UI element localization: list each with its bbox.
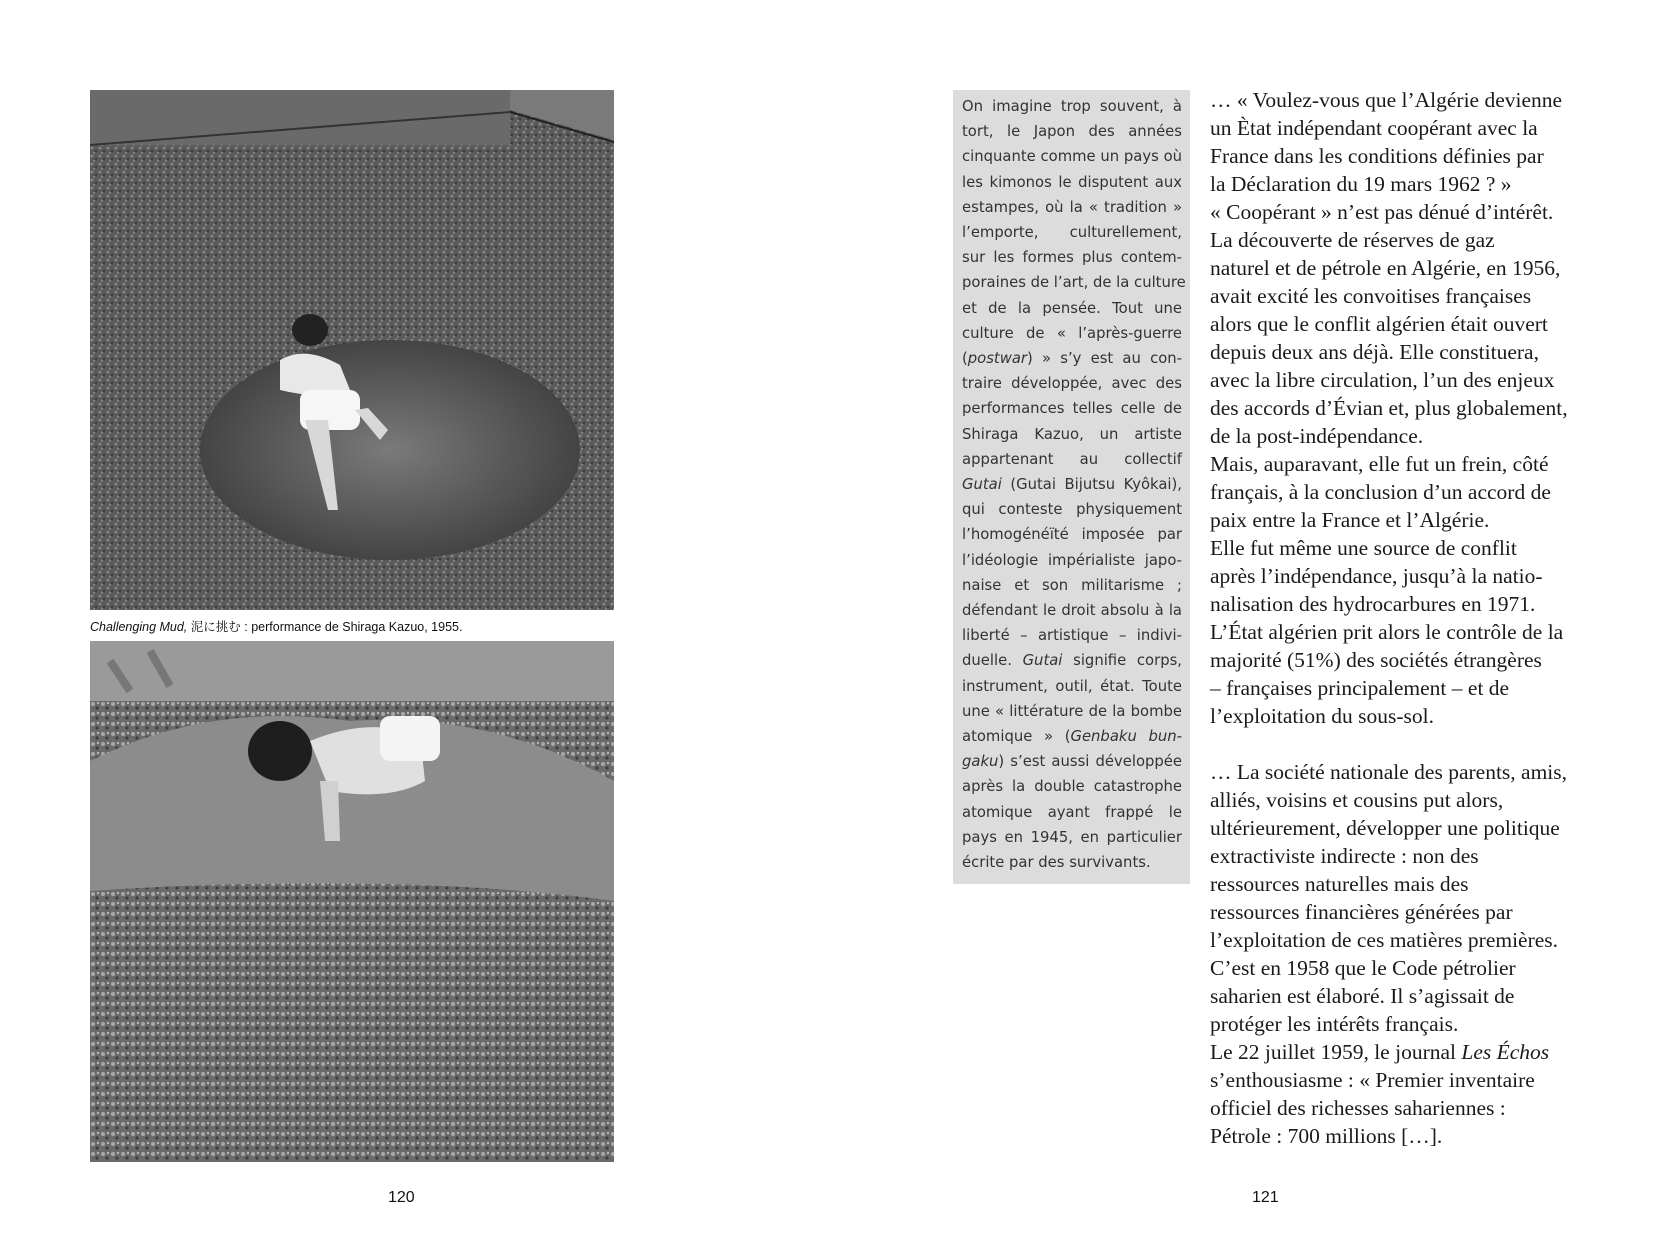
text-line: l’exploitation de ces matières premières. (1210, 928, 1559, 952)
text-line: appartenant au collectif (962, 450, 1182, 468)
text-line: une « littérature de la bombe (962, 702, 1182, 720)
paragraph-1 (1210, 86, 1590, 730)
text-line: Elle fut même une source de conflit (1210, 536, 1517, 560)
text-line: de la post-indépendance. (1210, 424, 1424, 448)
caption-rest: : performance de Shiraga Kazuo, 1955. (240, 620, 463, 634)
text-line: La découverte de réserves de gaz (1210, 228, 1495, 252)
page-number-left: 120 (388, 1189, 415, 1206)
text-line: majorité (51%) des sociétés étrangères (1210, 648, 1542, 672)
text-line: performances telles celle de (962, 400, 1182, 418)
main-body-text (1210, 86, 1590, 1150)
text-line: Gutai (Gutai Bijutsu Kyôkai), (962, 476, 1182, 494)
text-line: l’emporte, culturellement, (962, 224, 1182, 242)
text-line: défendant le droit absolu à la (962, 602, 1182, 620)
text-line: liberté – artistique – indivi- (962, 627, 1182, 645)
page-number-right: 121 (1252, 1189, 1279, 1206)
text-line: sur les formes plus contem- (962, 249, 1182, 267)
text-line: l’exploitation du sous-sol. (1210, 704, 1434, 728)
text-line: L’État algérien prit alors le contrôle de la (1210, 620, 1564, 644)
text-line: gaku) s’est aussi développée (962, 753, 1182, 771)
text-line: France dans les conditions définies par (1210, 144, 1544, 168)
text-line: français, à la conclusion d’un accord de (1210, 480, 1551, 504)
text-line: les kimonos le disputent aux (962, 173, 1182, 191)
text-line: saharien est élaboré. Il s’agissait de (1210, 984, 1515, 1008)
text-line: (postwar) » s’y est au con- (962, 350, 1182, 368)
performance-photo-top (90, 90, 614, 610)
text-line: duelle. Gutai signifie corps, (962, 652, 1182, 670)
text-line: s’enthousiasme : « Premier inventaire (1210, 1068, 1535, 1092)
text-line: Mais, auparavant, elle fut un frein, côté (1210, 452, 1549, 476)
journal-line (1210, 1038, 1590, 1066)
journal-name: Les Échos (1461, 1040, 1550, 1064)
text-line: avec la libre circulation, l’un des enjeux (1210, 368, 1555, 392)
text-line: « Coopérant » n’est pas dénué d’intérêt. (1210, 200, 1554, 224)
text-line: poraines de l’art, de la culture (962, 274, 1186, 292)
text-line: Pétrole : 700 millions […]. (1210, 1124, 1443, 1148)
text-line: cinquante comme un pays où (962, 148, 1182, 166)
text-line: atomique » (Genbaku bun- (962, 728, 1182, 746)
text-line: écrite par des survivants. (962, 854, 1151, 872)
text-line: après l’indépendance, jusqu’à la natio- (1210, 564, 1543, 588)
text-line: instrument, outil, état. Toute (962, 677, 1182, 695)
text-line: paix entre la France et l’Algérie. (1210, 508, 1490, 532)
text-line: naturel et de pétrole en Algérie, en 1956, (1210, 256, 1561, 280)
text-line: avait excité les convoitises françaises (1210, 284, 1532, 308)
text-line: alors que le conflit algérien était ouvert (1210, 312, 1548, 336)
sidebar-text (962, 94, 1186, 875)
paragraph-2-end (1210, 1066, 1590, 1150)
photo-top-image (90, 90, 614, 610)
performance-photo-bottom (90, 641, 614, 1162)
text-line: ressources financières générées par (1210, 900, 1513, 924)
text-line: naise et son militarisme ; (962, 576, 1182, 594)
text-line: culture de « l’après-guerre (962, 324, 1182, 342)
text-line: ultérieurement, développer une politique (1210, 816, 1560, 840)
paragraph-2 (1210, 758, 1590, 1038)
text-line: atomique ayant frappé le (962, 803, 1182, 821)
text-line: pays en 1945, en particulier (962, 828, 1182, 846)
text-line: l’homogénéïté imposée par (962, 526, 1182, 544)
text-line: officiel des richesses sahariennes : (1210, 1096, 1506, 1120)
text-line: extractiviste indirecte : non des (1210, 844, 1479, 868)
text-line: tort, le Japon des années (962, 123, 1182, 141)
text-line: protéger les intérêts français. (1210, 1012, 1459, 1036)
text-line: la Déclaration du 19 mars 1962 ? » (1210, 172, 1512, 196)
text-line: … La société nationale des parents, amis, (1210, 760, 1568, 784)
text-line: On imagine trop souvent, à (962, 98, 1182, 115)
caption-title: Challenging Mud, (90, 620, 188, 634)
journal-line-prefix: Le 22 juillet 1959, le journal (1210, 1040, 1462, 1064)
text-line: alliés, voisins et cousins put alors, (1210, 788, 1504, 812)
text-line: … « Voulez-vous que l’Algérie devienne (1210, 88, 1563, 112)
text-line: l’idéologie impérialiste japo- (962, 551, 1182, 569)
text-line: après la double catastrophe (962, 778, 1182, 796)
text-line: Shiraga Kazuo, un artiste (962, 425, 1182, 443)
text-line: C’est en 1958 que le Code pétrolier (1210, 956, 1516, 980)
text-line: un Ètat indépendant coopérant avec la (1210, 116, 1538, 140)
text-line: – françaises principalement – et de (1210, 676, 1510, 700)
text-line: depuis deux ans déjà. Elle constituera, (1210, 340, 1539, 364)
text-line: qui conteste physiquement (962, 501, 1182, 519)
text-line: ressources naturelles mais des (1210, 872, 1469, 896)
text-line: des accords d’Évian et, plus globalement, (1210, 396, 1568, 420)
text-line: estampes, où la « tradition » (962, 198, 1182, 216)
text-line: nalisation des hydrocarbures en 1971. (1210, 592, 1536, 616)
text-line: traire développée, avec des (962, 375, 1182, 393)
photo-bottom-image (90, 641, 614, 1162)
caption-japanese: 泥に挑む (190, 620, 241, 634)
photo-caption (90, 617, 630, 635)
text-line: et de la pensée. Tout une (962, 299, 1182, 317)
